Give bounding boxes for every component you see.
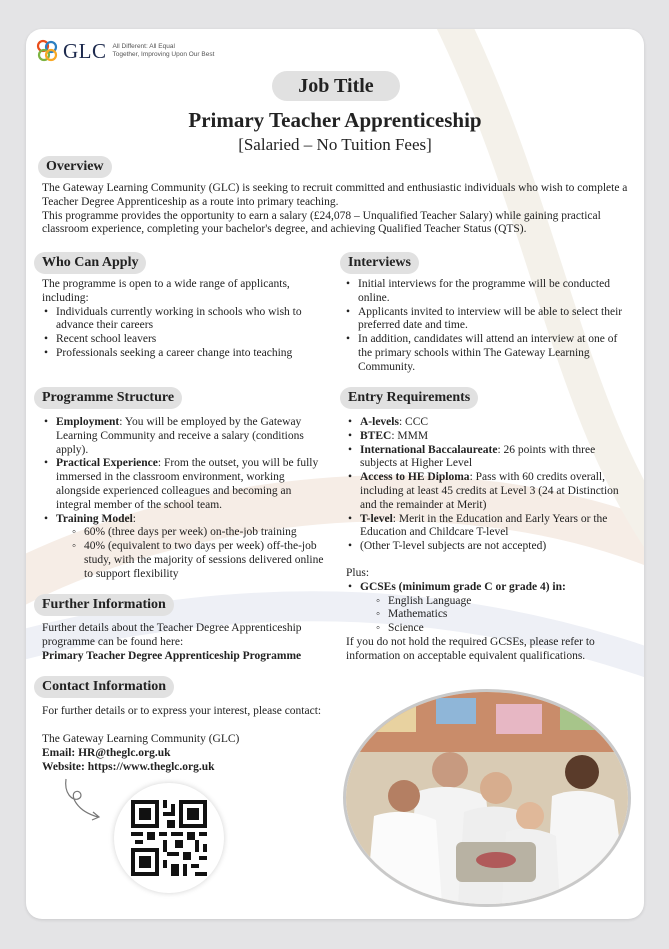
list-item <box>42 416 328 457</box>
website-link[interactable]: https://www.theglc.org.uk <box>87 760 215 773</box>
btec-text: : MMM <box>391 429 429 442</box>
overview-body <box>42 182 630 237</box>
gcse-list <box>346 581 632 636</box>
list-item: • (Other T-level subjects are not accepted) <box>346 540 632 554</box>
list-item <box>346 471 632 512</box>
further-information-heading: Further Information <box>34 594 174 616</box>
list-item: • Individuals currently working in schools who wish to advance their careers <box>42 306 324 334</box>
list-item <box>346 444 632 472</box>
programme-structure-body <box>42 416 328 582</box>
overview-heading: Overview <box>38 156 112 178</box>
practical-text: : From the outset, you will be fully immersed in the classroom environment, working alongside experienced colleagues and becoming an integral member of the school team. <box>56 457 319 511</box>
list-item: • Recent school leavers <box>42 333 324 347</box>
alevel-label: A-levels <box>360 416 399 428</box>
contact-intro: For further details or to express your interest, please contact: <box>42 705 322 717</box>
who-list <box>42 306 324 361</box>
list-item <box>42 513 328 582</box>
list-item: ◦ 40% (equivalent to two days per week) off-the-job study, with the majority of sessions delivered online to support flexibility <box>70 540 328 581</box>
list-item: ◦ English Language <box>374 595 632 609</box>
list-item <box>346 430 632 444</box>
entry-requirements-body <box>346 416 632 664</box>
overview-paragraph-2: This programme provides the opportunity to earn a salary (£24,078 – Unqualified Teacher Salary) while gaining practical classroom experience, completing your bachelor's degree, and achieving Qualified Teacher Status (QTS). <box>42 209 601 236</box>
further-information-body <box>42 622 332 663</box>
interviews-body <box>344 278 632 375</box>
qr-code-icon <box>131 800 207 876</box>
training-label: Training Model <box>56 512 133 525</box>
who-can-apply-heading: Who Can Apply <box>34 252 146 274</box>
alevel-text: : CCC <box>398 416 429 428</box>
tlevel-text: : Merit in the Education and Early Years or the Education and Childcare T-level <box>360 512 608 539</box>
list-item <box>346 416 632 430</box>
tlevel-label: T-level <box>360 512 393 525</box>
list-item <box>346 581 632 636</box>
further-text: Further details about the Teacher Degree Apprenticeship programme can be found here: <box>42 622 302 648</box>
page-subtitle: [Salaried – No Tuition Fees] <box>238 135 432 154</box>
classroom-photo <box>346 692 628 904</box>
qr-code[interactable] <box>114 783 224 893</box>
list-item: ◦ Science <box>374 622 632 636</box>
list-item: • Initial interviews for the programme will be conducted online. <box>344 278 632 306</box>
page-title: Primary Teacher Apprenticeship <box>188 108 482 132</box>
website-label: Website: <box>42 760 85 773</box>
programme-link[interactable]: Primary Teacher Degree Apprenticeship Programme <box>42 649 302 662</box>
contact-details <box>42 733 342 774</box>
gcse-sublist <box>360 595 632 636</box>
logo-text: GLC <box>63 38 107 63</box>
ib-label: International Baccalaureate <box>360 443 498 456</box>
training-sublist <box>56 526 328 581</box>
he-label: Access to HE Diploma <box>360 471 470 484</box>
glc-logo <box>34 38 214 64</box>
interviews-list <box>344 278 632 375</box>
contact-information-heading: Contact Information <box>34 676 174 698</box>
training-text: : <box>132 512 136 525</box>
curly-arrow-icon <box>60 775 108 825</box>
contact-org: The Gateway Learning Community (GLC) <box>42 733 240 745</box>
list-item <box>42 457 328 512</box>
gcse-footer: If you do not hold the required GCSEs, please refer to information on acceptable equivalent qualifications. <box>346 635 595 662</box>
email-link[interactable]: HR@theglc.org.uk <box>78 746 171 759</box>
list-item: • In addition, candidates will attend an interview at one of the primary schools within The Gateway Learning Community. <box>344 333 632 374</box>
overview-paragraph-1: The Gateway Learning Community (GLC) is seeking to recruit committed and enthusiastic individuals who wish to complete a Teacher Degree Apprenticeship as a route into primary teaching. <box>42 182 628 208</box>
list-item: ◦ Mathematics <box>374 608 632 622</box>
logo-tagline-line-1: All Different: All Equal <box>112 43 175 50</box>
entry-requirements-heading: Entry Requirements <box>340 387 478 409</box>
practical-label: Practical Experience <box>56 457 158 470</box>
btec-label: BTEC <box>360 429 392 442</box>
logo-tagline <box>113 43 215 59</box>
structure-list <box>42 416 328 582</box>
plus-label: Plus: <box>346 566 370 579</box>
ib-text: : 26 points with three subjects at Higher Level <box>360 443 596 470</box>
who-intro: The programme is open to a wide range of applicants, including: <box>42 278 290 304</box>
logo-tagline-line-2: Together, Improving Upon Our Best <box>112 51 215 58</box>
programme-structure-heading: Programme Structure <box>34 387 182 409</box>
list-item: • Applicants invited to interview will be able to select their preferred date and time. <box>344 306 632 334</box>
job-title-label: Job Title <box>272 71 400 101</box>
flyer-card <box>26 29 644 919</box>
who-can-apply-body <box>42 278 324 361</box>
glc-logo-icon <box>34 38 60 64</box>
email-label: Email: <box>42 746 76 759</box>
employment-label: Employment <box>56 416 120 428</box>
employment-text: : You will be employed by the Gateway Learning Community and receive a salary (conditions apply). <box>56 416 304 456</box>
he-text: : Pass with 60 credits overall, including at least 45 credits at Level 3 (24 at Distinction and the remainder at Merit) <box>360 471 619 511</box>
list-item: ◦ 60% (three days per week) on-the-job training <box>70 526 328 540</box>
gcse-label: GCSEs (minimum grade C or grade 4) in: <box>360 580 566 593</box>
entry-list <box>346 416 632 554</box>
interviews-heading: Interviews <box>340 252 419 274</box>
science-lesson-illustration <box>346 692 628 904</box>
list-item: • Professionals seeking a career change into teaching <box>42 347 324 361</box>
list-item <box>346 513 632 541</box>
